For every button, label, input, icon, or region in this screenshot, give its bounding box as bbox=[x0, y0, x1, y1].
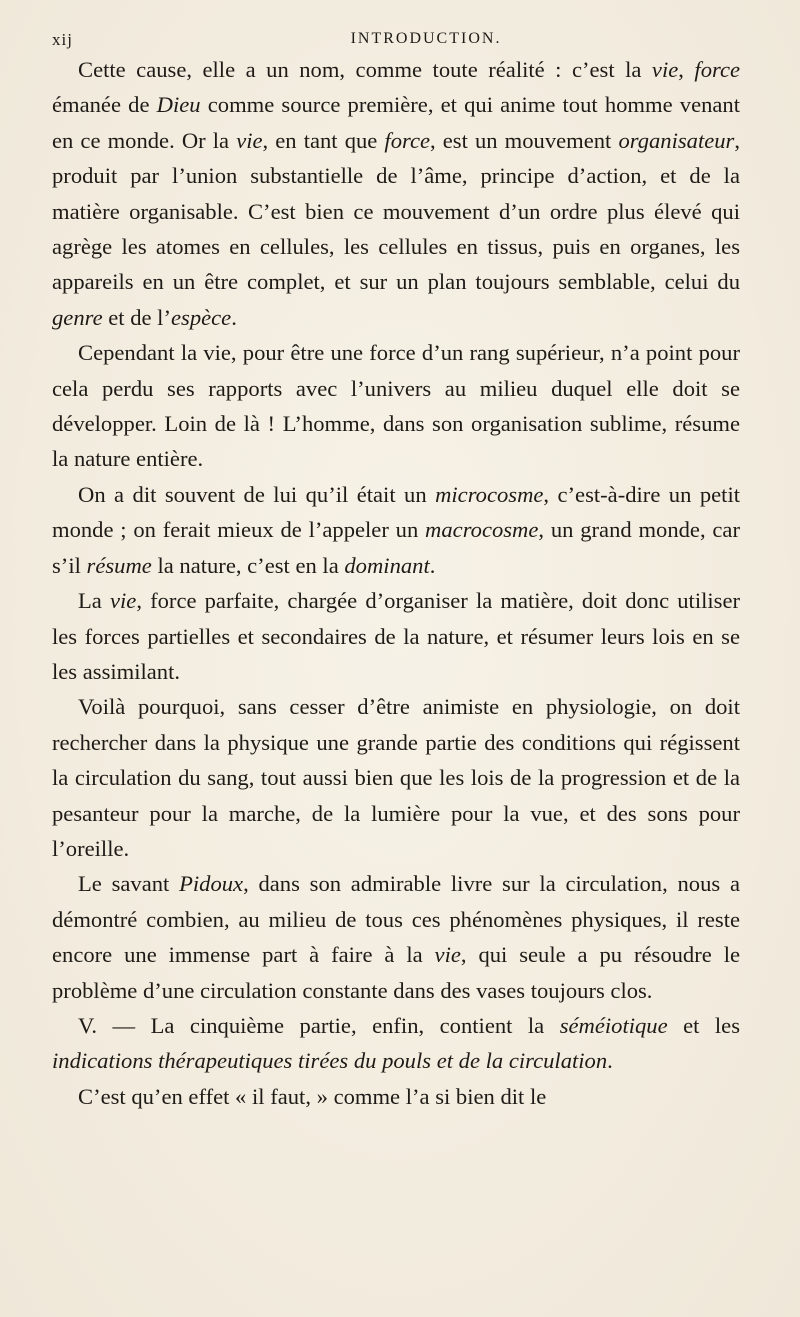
text-run: V. — La cinquième partie, enfin, contient la bbox=[78, 1012, 560, 1038]
text-run: , bbox=[678, 57, 695, 82]
text-run: émanée de bbox=[52, 92, 157, 118]
paragraph bbox=[52, 689, 740, 866]
text-run: , est un mouvement bbox=[430, 127, 619, 153]
text-run: La bbox=[78, 588, 110, 614]
text-run: , qui seule a pu résoudre le problème d’une circulation constante dans des vases toujours clos. bbox=[52, 942, 740, 1003]
text-run: et les bbox=[667, 1012, 740, 1038]
text-run: . bbox=[429, 552, 436, 578]
italic-text: organisateur bbox=[618, 127, 735, 153]
running-title: INTRODUCTION. bbox=[350, 30, 502, 47]
italic-text: vie bbox=[434, 942, 461, 968]
italic-text: dominant bbox=[344, 552, 430, 578]
text-run: . bbox=[607, 1048, 613, 1074]
italic-text: indications thérapeutiques tirées du pouls et de la circulation bbox=[52, 1048, 608, 1074]
running-head bbox=[52, 24, 740, 52]
text-run: , un grand monde, car s’il bbox=[52, 517, 740, 578]
italic-text: vie bbox=[109, 588, 137, 614]
paragraph bbox=[52, 477, 740, 583]
page-number: xij bbox=[52, 30, 73, 49]
italic-text: Dieu bbox=[156, 92, 201, 118]
text-run: , produit par l’union substantielle de l’âme, principe d’action, et de la matière organisable. C’est bien ce mouvement d’un ordre plus élevé qui agrège les atomes en cellules, les cellules en tissus, puis en organes, les appareils en un être complet, et sur un plan toujours semblable, celui du bbox=[52, 127, 740, 295]
paragraph bbox=[52, 1008, 740, 1079]
text-run: Cette cause, elle a un nom, comme toute réalité : c’est la bbox=[78, 57, 652, 82]
text-run: , en tant que bbox=[262, 127, 385, 153]
text-run: On a dit souvent de lui qu’il était un bbox=[78, 481, 436, 507]
text-run: . bbox=[231, 304, 237, 330]
paragraph bbox=[52, 335, 740, 477]
italic-text: force bbox=[694, 57, 741, 82]
italic-text: macrocosme bbox=[425, 517, 539, 543]
paragraph bbox=[52, 583, 740, 689]
italic-text: microcosme bbox=[435, 481, 544, 507]
italic-text: séméiotique bbox=[559, 1012, 668, 1038]
italic-text: résume bbox=[86, 552, 152, 578]
text-run: la nature, c’est en la bbox=[151, 552, 345, 578]
text-run: , force parfaite, chargée d’organiser la matière, doit donc utiliser les forces partielles et secondaires de la nature, et résumer leurs lois en se les assimilant. bbox=[52, 588, 740, 684]
paragraph bbox=[52, 52, 740, 335]
italic-text: espèce bbox=[171, 304, 232, 330]
italic-text: genre bbox=[52, 304, 103, 330]
text-run: , c’est-à-dire un petit monde ; on ferait mieux de l’appeler un bbox=[52, 481, 740, 543]
text-run: , dans son admirable livre sur la circulation, nous a démontré combien, au milieu de tous ces phénomènes physiques, il reste encore une immense part à faire à la bbox=[52, 871, 740, 968]
body-text bbox=[52, 52, 740, 1114]
text-run: Voilà pourquoi, sans cesser d’être animiste en physiologie, on doit rechercher dans la physique une grande partie des conditions qui régissent la circulation du sang, tout aussi bien que les lois de la progression et de la pesanteur pour la marche, de la lumière pour la vue, et des sons pour l’oreille. bbox=[52, 694, 740, 861]
italic-text: vie bbox=[236, 127, 263, 153]
italic-text: Pidoux bbox=[179, 871, 244, 897]
text-run: comme source première, et qui anime tout homme venant en ce monde. Or la bbox=[52, 92, 741, 153]
text-run: Le savant bbox=[78, 871, 180, 897]
paragraph bbox=[52, 1079, 740, 1114]
text-run: et de l’ bbox=[102, 304, 171, 330]
paragraph bbox=[52, 866, 740, 1008]
italic-text: force bbox=[384, 127, 431, 153]
italic-text: vie bbox=[651, 57, 679, 82]
text-run: Cependant la vie, pour être une force d’un rang supérieur, n’a point pour cela perdu ses rapports avec l’univers au milieu duquel elle doit se développer. Loin de là ! L’homme, dans son organisation sublime, résume la nature entière. bbox=[52, 340, 740, 472]
text-run: C’est qu’en effet « il faut, » comme l’a si bien dit le bbox=[78, 1083, 547, 1109]
